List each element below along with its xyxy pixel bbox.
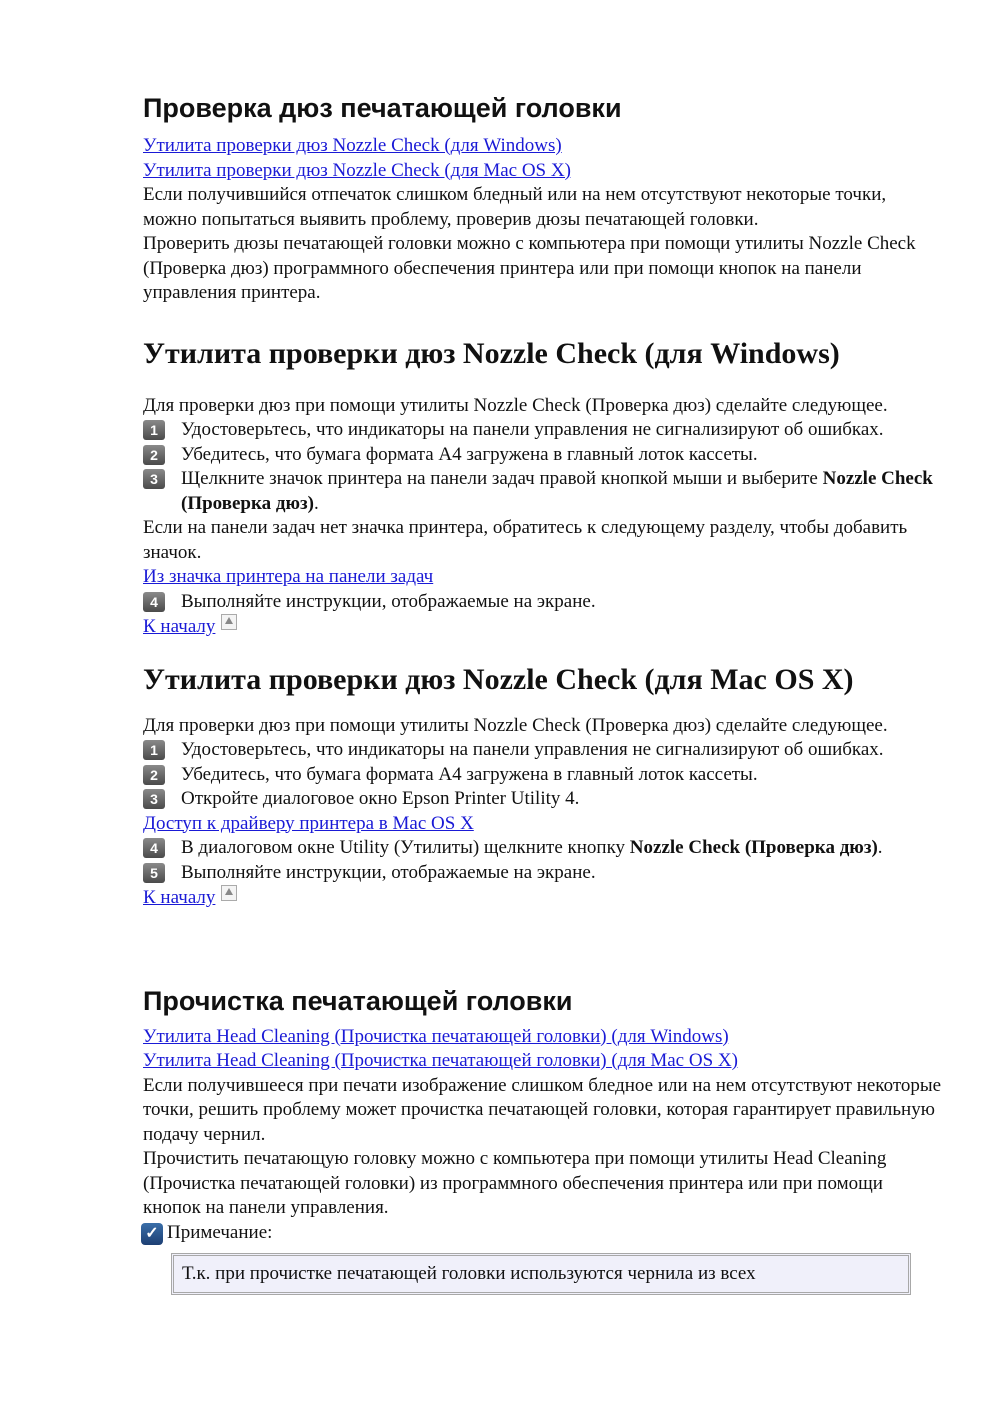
- back-to-top-row: [143, 614, 943, 640]
- step-number-badge: 2: [143, 445, 165, 465]
- paragraph: Если получившееся при печати изображение слишком бледное или на нем отсутствуют некоторые точки, решить проблему может прочистка печатающей головки, которая гарантирует правильную подачу чернил.: [143, 1074, 942, 1145]
- link-nozzle-windows[interactable]: Утилита проверки дюз Nozzle Check (для Windows): [143, 135, 562, 156]
- step-number-badge: 2: [143, 765, 165, 785]
- intro-text: Для проверки дюз при помощи утилиты Nozzle Check (Проверка дюз) сделайте следующее.: [143, 394, 888, 416]
- step-item: [143, 836, 943, 861]
- link-head-cleaning-windows[interactable]: Утилита Head Cleaning (Прочистка печатающей головки) (для Windows): [143, 1025, 729, 1047]
- step-number-badge: 3: [143, 789, 165, 809]
- step-text: Убедитесь, что бумага формата A4 загружена в главный лоток кассеты.: [181, 763, 758, 785]
- step-text: Выполняйте инструкции, отображаемые на экране.: [181, 861, 596, 883]
- paragraph: Прочистить печатающую головку можно с компьютера при помощи утилиты Head Cleaning (Прочистка печатающей головки) из программного обеспечения принтера или при помощи кнопок на панели управления.: [143, 1148, 887, 1218]
- step-text: Щелкните значок принтера на панели задач правой кнопкой мыши и выберите Nozzle Check (Проверка дюз).: [181, 468, 933, 514]
- section-title-nozzle-check: Проверка дюз печатающей головки: [143, 93, 622, 123]
- link-printer-icon-taskbar[interactable]: Из значка принтера на панели задач: [143, 566, 434, 587]
- step-item: [143, 738, 943, 763]
- step-number-badge: 4: [143, 592, 165, 612]
- bold-term: Nozzle Check (Проверка дюз): [629, 837, 878, 858]
- intro-text: Для проверки дюз при помощи утилиты Nozzle Check (Проверка дюз) сделайте следующее.: [143, 714, 888, 736]
- back-to-top-link[interactable]: К началу: [143, 616, 216, 637]
- step-number-badge: 4: [143, 838, 165, 858]
- step-item: [143, 443, 943, 468]
- step-item: [143, 418, 943, 443]
- step-item: [143, 861, 943, 886]
- step-text: Убедитесь, что бумага формата A4 загружена в главный лоток кассеты.: [181, 443, 758, 465]
- checkmark-icon: ✓: [141, 1223, 163, 1245]
- paragraph: Если на панели задач нет значка принтера, обратитесь к следующему разделу, чтобы добавить значок.: [143, 517, 908, 563]
- section-title-nozzle-mac: Утилита проверки дюз Nozzle Check (для Mac OS X): [143, 662, 854, 696]
- section-title-head-cleaning: Прочистка печатающей головки: [143, 985, 573, 1016]
- step-text: Выполняйте инструкции, отображаемые на экране.: [181, 590, 596, 612]
- section-title-nozzle-windows: Утилита проверки дюз Nozzle Check (для Windows): [143, 336, 840, 370]
- step-number-badge: 5: [143, 863, 165, 883]
- step-item: [143, 763, 943, 788]
- step-text: Откройте диалоговое окно Epson Printer Utility 4.: [181, 788, 580, 809]
- step-text: В диалоговом окне Utility (Утилиты) щелкните кнопку Nozzle Check (Проверка дюз).: [181, 837, 883, 858]
- note-box: [171, 1253, 911, 1295]
- link-driver-mac[interactable]: Доступ к драйверу принтера в Mac OS X: [143, 812, 474, 834]
- step-number-badge: 1: [143, 420, 165, 440]
- document-page: [143, 88, 943, 1295]
- back-to-top-link[interactable]: К началу: [143, 887, 216, 908]
- step-text: Удостоверьтесь, что индикаторы на панели управления не сигнализируют об ошибках.: [181, 419, 884, 440]
- link-nozzle-mac[interactable]: Утилита проверки дюз Nozzle Check (для Mac OS X): [143, 159, 571, 181]
- bold-term: Nozzle Check (Проверка дюз): [181, 468, 933, 514]
- note-header: [141, 1221, 943, 1246]
- step-item: [143, 787, 943, 812]
- step-item: [143, 590, 943, 615]
- step-number-badge: 3: [143, 469, 165, 489]
- up-arrow-icon[interactable]: [221, 614, 237, 630]
- note-label: Примечание:: [167, 1221, 273, 1243]
- note-text: Т.к. при прочистке печатающей головки используются чернила из всех: [182, 1263, 756, 1284]
- paragraph: Если получившийся отпечаток слишком бледный или на нем отсутствуют некоторые точки, можно попытаться выявить проблему, проверив дюзы печатающей головки.: [143, 184, 887, 230]
- up-arrow-icon[interactable]: [221, 885, 237, 901]
- step-text: Удостоверьтесь, что индикаторы на панели управления не сигнализируют об ошибках.: [181, 739, 884, 760]
- paragraph: Проверить дюзы печатающей головки можно с компьютера при помощи утилиты Nozzle Check (Проверка дюз) программного обеспечения принтера или при помощи кнопок на панели управления принтера.: [143, 233, 916, 303]
- step-number-badge: 1: [143, 740, 165, 760]
- link-head-cleaning-mac[interactable]: Утилита Head Cleaning (Прочистка печатающей головки) (для Mac OS X): [143, 1050, 738, 1071]
- step-item: [143, 467, 943, 516]
- back-to-top-row: [143, 885, 943, 911]
